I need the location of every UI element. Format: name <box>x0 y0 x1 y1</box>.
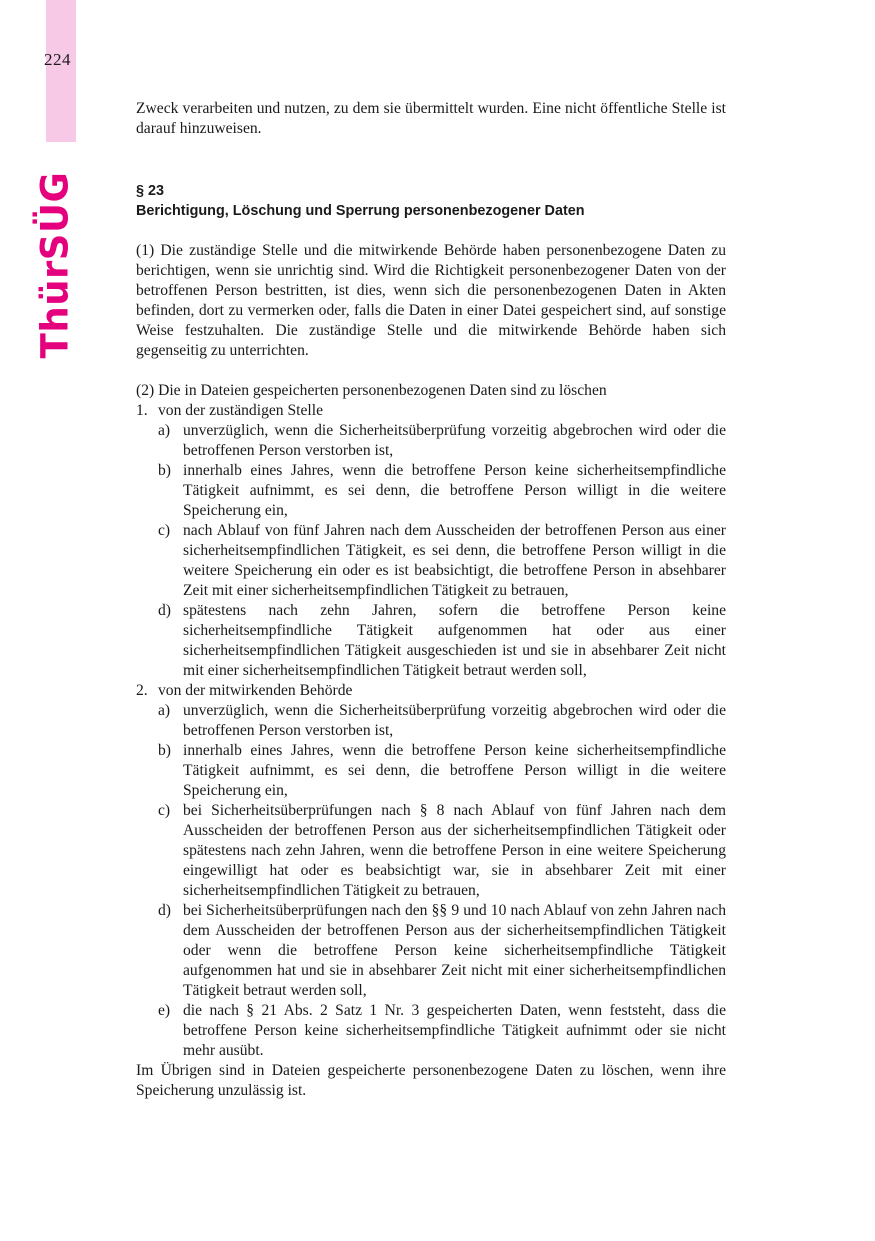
sub-item-text: innerhalb eines Jahres, wenn die betroffene Person keine sicherheitsempfindliche Tätigkeit aufnimmt, es sei denn, die betroffene Person willigt in die weitere Speicherung ein, <box>183 742 726 799</box>
sub-item-label: d) <box>158 902 171 919</box>
sub-item <box>136 1001 726 1061</box>
sub-item <box>136 901 726 1001</box>
sub-item <box>136 741 726 801</box>
sub-item-label: a) <box>158 702 171 719</box>
side-title: ThürSÜG <box>33 171 77 359</box>
sub-item-label: b) <box>158 742 171 759</box>
closing-paragraph: Im Übrigen sind in Dateien gespeicherte personenbezogene Daten zu löschen, wenn ihre Speicherung unzulässig ist. <box>136 1062 726 1099</box>
document-body <box>136 99 726 1101</box>
list-item-number: 1. <box>136 402 148 419</box>
header-color-bar <box>46 0 76 142</box>
sub-item-text: bei Sicherheitsüberprüfungen nach § 8 nach Ablauf von fünf Jahren nach dem Ausscheiden der betroffenen Person aus der sicherheitsempfindlichen Tätigkeit oder spätestens nach zehn Jahren, wenn die betroffene Person in eine weitere Speicherung eingewilligt hat oder es beabsichtigt war, sie in absehbarer Zeit mit einer sicherheitsempfindlichen Tätigkeit zu betrauen, <box>183 802 726 899</box>
intro-paragraph: Zweck verarbeiten und nutzen, zu dem sie übermittelt wurden. Eine nicht öffentliche Stelle ist darauf hinzuweisen. <box>136 100 726 137</box>
list-item-label: von der mitwirkenden Behörde <box>158 682 353 699</box>
sub-item <box>136 521 726 601</box>
sub-item-label: c) <box>158 802 171 819</box>
sub-item-label: e) <box>158 1002 171 1019</box>
sub-item-label: d) <box>158 602 171 619</box>
sub-item-text: bei Sicherheitsüberprüfungen nach den §§ 9 und 10 nach Ablauf von zehn Jahren nach dem Ausscheiden der betroffenen Person aus der sicherheitsempfindlichen Tätigkeit oder wenn die betroffene Person keine sicherheitsempfindliche Tätigkeit aufgenommen hat und sie in absehbarer Zeit nicht mit einer sicherheitsempfindlichen Tätigkeit betraut werden soll, <box>183 902 726 999</box>
list-item-number: 2. <box>136 682 148 699</box>
sub-item-text: nach Ablauf von fünf Jahren nach dem Ausscheiden der betroffenen Person aus einer sicherheitsempfindlichen Tätigkeit, es sei denn, die betroffene Person willigt in die weitere Speicherung ein oder es ist beabsichtigt, die betroffene Person in absehbarer Zeit mit einer sicherheitsempfindlichen Tätigkeit zu betrauen, <box>183 522 726 599</box>
sub-item <box>136 601 726 681</box>
sub-item-label: c) <box>158 522 171 539</box>
paragraph-2-intro: (2) Die in Dateien gespeicherten personenbezogenen Daten sind zu löschen <box>136 382 607 399</box>
sub-item-text: spätestens nach zehn Jahren, sofern die betroffene Person keine sicherheitsempfindliche Tätigkeit aufgenommen hat oder aus einer sicherheitsempfindlichen Tätigkeit ausgeschieden ist und sie in absehbarer Zeit nicht mit einer sicherheitsempfindlichen Tätigkeit betraut werden soll, <box>183 602 726 679</box>
sub-item-label: a) <box>158 422 171 439</box>
sub-item-text: unverzüglich, wenn die Sicherheitsüberprüfung vorzeitig abgebrochen wird oder die betroffenen Person verstorben ist, <box>183 702 726 739</box>
sub-item <box>136 801 726 901</box>
list-item-1 <box>136 401 726 421</box>
page-number: 224 <box>44 50 71 69</box>
section-number: § 23 <box>136 183 165 199</box>
list-item-2 <box>136 681 726 701</box>
sub-item <box>136 421 726 461</box>
paragraph-1: (1) Die zuständige Stelle und die mitwirkende Behörde haben personenbezogene Daten zu berichtigen, wenn sie unrichtig sind. Wird die Richtigkeit personenbezogener Daten von der betroffenen Person bestritten, ist dies, wenn sich die personenbezogenen Daten in Akten befinden, dort zu vermerken oder, falls die Daten in einer Datei gespeichert sind, auf sonstige Weise festzuhalten. Die zuständige Stelle und die mitwirkende Behörde haben sich gegenseitig zu unterrichten. <box>136 242 726 359</box>
list-item-label: von der zuständigen Stelle <box>158 402 323 419</box>
sub-item <box>136 461 726 521</box>
sub-item-label: b) <box>158 462 171 479</box>
sub-item-text: die nach § 21 Abs. 2 Satz 1 Nr. 3 gespeicherten Daten, wenn feststeht, dass die betroffene Person keine sicherheitsempfindliche Tätigkeit aufnimmt oder sie nicht mehr ausübt. <box>183 1002 726 1059</box>
sub-item-text: unverzüglich, wenn die Sicherheitsüberprüfung vorzeitig abgebrochen wird oder die betroffenen Person verstorben ist, <box>183 422 726 459</box>
section-title: Berichtigung, Löschung und Sperrung personenbezogener Daten <box>136 203 585 219</box>
sub-item-text: innerhalb eines Jahres, wenn die betroffene Person keine sicherheitsempfindliche Tätigkeit aufnimmt, es sei denn, die betroffene Person willigt in die weitere Speicherung ein, <box>183 462 726 519</box>
side-title-container <box>20 171 90 359</box>
sub-item <box>136 701 726 741</box>
